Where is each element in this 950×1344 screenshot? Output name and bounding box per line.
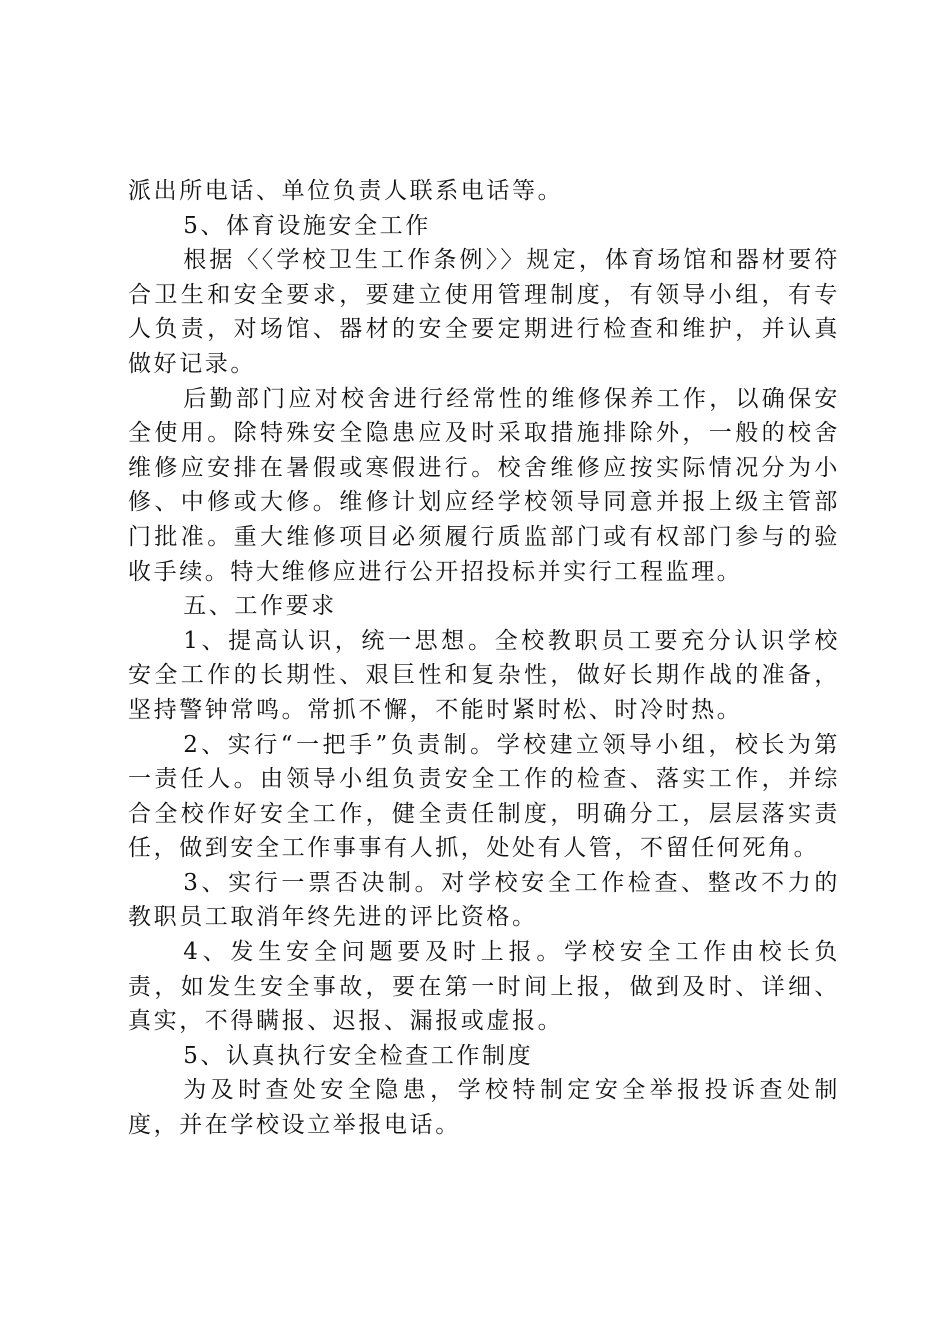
- section-heading-sports-facilities: 5、体育设施安全工作: [183, 212, 431, 239]
- section-heading-work-requirements: 五、工作要求: [183, 593, 337, 620]
- paragraph-maintenance: 后勤部门应对校舍进行经常性的维修保养工作，以确保安全使用。除特殊安全隐患应及时采取措施排除外，一般的校舍维修应安排在暑假或寒假进行。校舍维修应按实际情况分为小修、中修或大修。维修计划应经学校领导同意并报上级主管部门批准。重大维修项目必须履行质监部门或有权部门参与的验收手续。特大维修应进行公开招投标并实行工程监理。: [128, 385, 840, 585]
- paragraph-requirement-5: 5、认真执行安全检查工作制度: [183, 1042, 534, 1069]
- paragraph-requirement-3: 3、实行一票否决制。对学校安全工作检查、整改不力的教职员工取消年终先进的评比资格。: [128, 869, 840, 931]
- paragraph-sports-regulation: 根据〈〈学校卫生工作条例〉〉规定，体育场馆和器材要符合卫生和安全要求，要建立使用管理制度，有领导小组，有专人负责，对场馆、器材的安全要定期进行检查和维护，并认真做好记录。: [128, 247, 840, 377]
- paragraph-requirement-1: 1、提高认识，统一思想。全校教职员工要充分认识学校安全工作的长期性、艰巨性和复杂性，做好长期作战的准备，坚持警钟常鸣。常抓不懈，不能时紧时松、时冷时热。: [128, 627, 840, 723]
- document-body: [128, 174, 840, 1143]
- paragraph-requirement-4: 4、发生安全问题要及时上报。学校安全工作由校长负责，如发生安全事故，要在第一时间上报，做到及时、详细、真实，不得瞒报、迟报、漏报或虚报。: [128, 939, 840, 1035]
- paragraph-requirement-2: 2、实行“一把手”负责制。学校建立领导小组，校长为第一责任人。由领导小组负责安全工作的检查、落实工作，并综合全校作好安全工作，健全责任制度，明确分工，层层落实责任，做到安全工作事事有人抓，处处有人管，不留任何死角。: [128, 731, 840, 862]
- paragraph-reporting: 为及时查处安全隐患，学校特制定安全举报投诉查处制度，并在学校设立举报电话。: [128, 1077, 840, 1139]
- paragraph-1: 派出所电话、单位负责人联系电话等。: [128, 178, 564, 204]
